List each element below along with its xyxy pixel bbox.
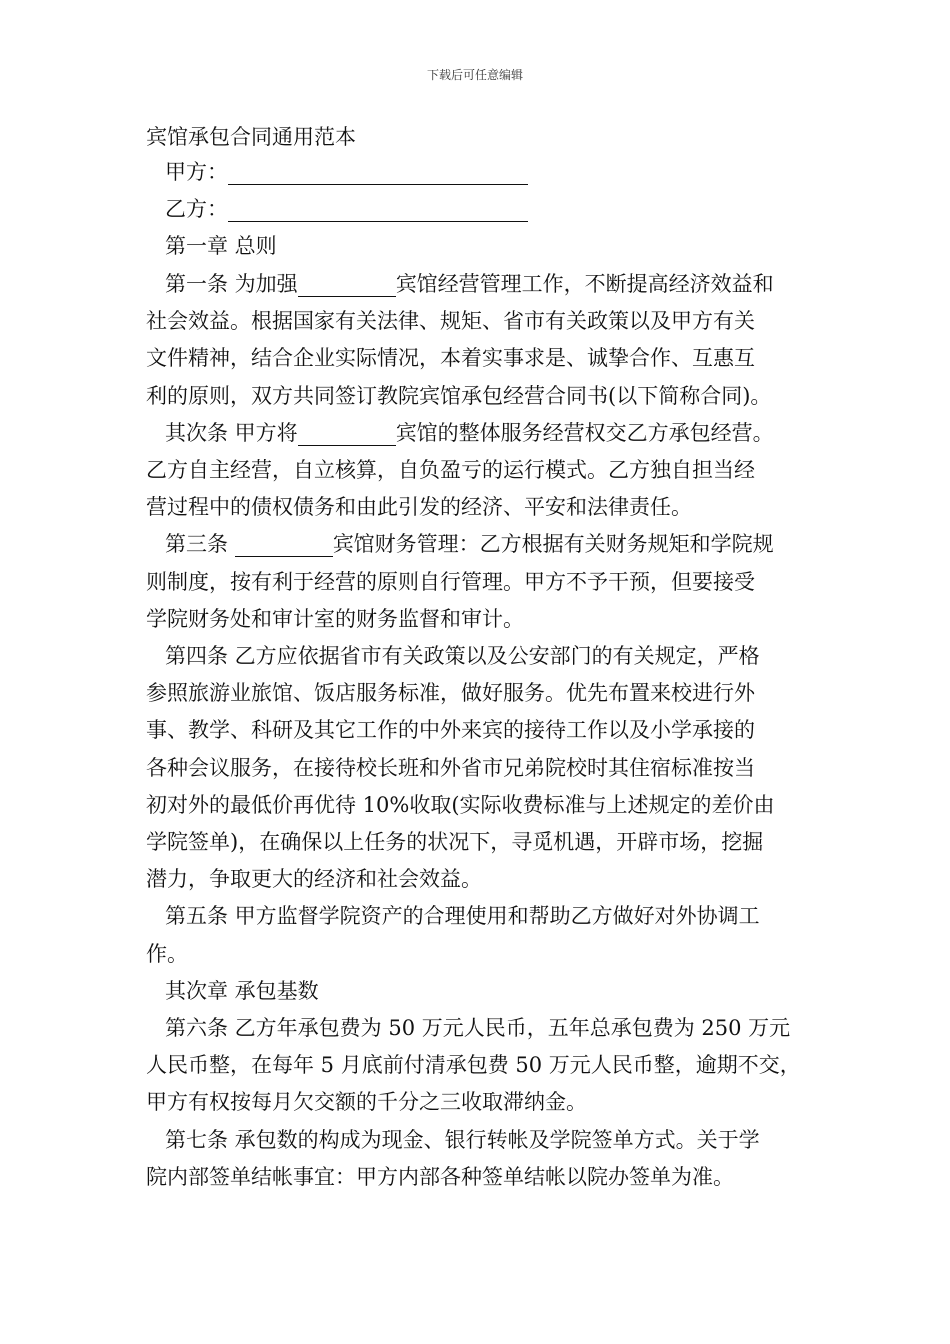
article-1-line: 文件精神，结合企业实际情况，本着实事求是、诚挚合作、互惠互 [146, 346, 755, 371]
article-3-line: 则制度，按有利于经营的原则自行管理。甲方不予干预，但要接受 [146, 569, 755, 594]
article-4-line: 初对外的最低价再优待 10%收取(实际收费标准与上述规定的差价由 [146, 792, 775, 817]
article-6-line: 第六条 乙方年承包费为 50 万元人民币，五年总承包费为 250 万元 [165, 1016, 791, 1041]
party-a-blank [228, 162, 528, 185]
article-3-text-b: 宾馆财务管理：乙方根据有关财务规矩和学院规 [332, 532, 774, 557]
contract-body [146, 266, 826, 1196]
article-3-line [146, 526, 826, 563]
document-title: 宾馆承包合同通用范本 [146, 125, 356, 149]
party-a-label: 甲方： [165, 160, 228, 184]
hotel-name-blank [235, 534, 333, 557]
party-b-line [165, 193, 528, 225]
article-7-line: 院内部签单结帐事宜：甲方内部各种签单结帐以院办签单为准。 [146, 1164, 734, 1189]
article-1-line [146, 266, 826, 303]
article-1-text-a: 第一条 为加强 [165, 272, 298, 296]
article-1-line: 利的原则，双方共同签订教院宾馆承包经营合同书(以下简称合同)。 [146, 383, 772, 408]
article-7-line: 第七条 承包数的构成为现金、银行转帐及学院签单方式。关于学 [165, 1127, 760, 1152]
article-2-text-a: 其次条 甲方将 [165, 420, 298, 445]
article-1-text-b: 宾馆经营管理工作，不断提高经济效益和 [395, 272, 774, 296]
party-b-blank [228, 199, 528, 222]
hotel-name-blank [298, 423, 396, 446]
article-4-line: 各种会议服务，在接待校长班和外省市兄弟院校时其住宿标准按当 [146, 755, 755, 780]
article-4-line: 事、教学、科研及其它工作的中外来宾的接待工作以及小学承接的 [146, 718, 755, 743]
article-4-line: 潜力，争取更大的经济和社会效益。 [146, 867, 482, 892]
article-4-line: 学院签单)，在确保以上任务的状况下，寻觅机遇，开辟市场，挖掘 [146, 830, 764, 855]
article-3-text-a: 第三条 [165, 532, 235, 557]
article-3-line: 学院财务处和审计室的财务监督和审计。 [146, 606, 524, 631]
chapter-1-heading: 第一章 总则 [165, 234, 277, 258]
article-6-line: 甲方有权按每月欠交额的千分之三收取滞纳金。 [146, 1090, 587, 1115]
article-1-line: 社会效益。根据国家有关法律、规矩、省市有关政策以及甲方有关 [146, 309, 755, 334]
hotel-name-blank [298, 274, 396, 297]
party-a-line [165, 156, 528, 188]
article-5-line: 作。 [146, 941, 188, 966]
article-2-text-b: 宾馆的整体服务经营权交乙方承包经营。 [395, 420, 774, 445]
party-b-label: 乙方： [165, 197, 228, 221]
article-5-line: 第五条 甲方监督学院资产的合理使用和帮助乙方做好对外协调工 [165, 904, 760, 929]
article-6-line: 人民币整，在每年 5 月底前付清承包费 50 万元人民币整，逾期不交， [146, 1053, 801, 1078]
article-4-line: 参照旅游业旅馆、饭店服务标准，做好服务。优先布置来校进行外 [146, 681, 755, 706]
article-2-line: 营过程中的债权债务和由此引发的经济、平安和法律责任。 [146, 495, 692, 520]
header-note: 下载后可任意编辑 [426, 68, 523, 82]
chapter-2-heading: 其次章 承包基数 [165, 978, 319, 1003]
article-2-line: 乙方自主经营，自立核算，自负盈亏的运行模式。乙方独自担当经 [146, 458, 755, 483]
article-2-line [146, 415, 826, 452]
article-4-line: 第四条 乙方应依据省市有关政策以及公安部门的有关规定，严格 [165, 644, 760, 669]
